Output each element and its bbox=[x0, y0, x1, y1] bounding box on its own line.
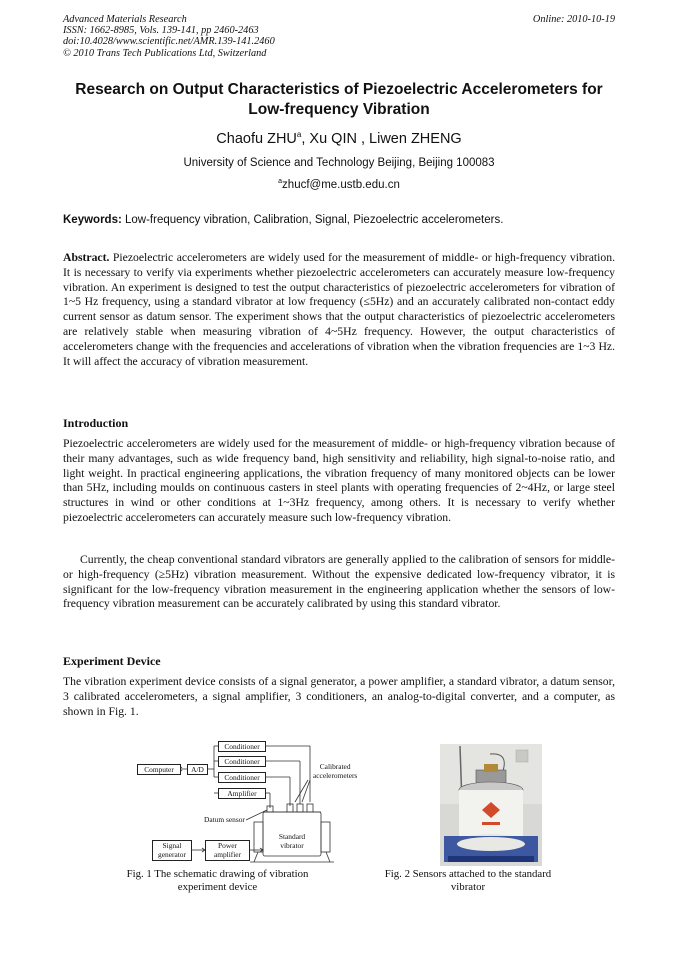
conditioner-1-box: Conditioner bbox=[218, 741, 266, 752]
conditioner-3-box: Conditioner bbox=[218, 772, 266, 783]
online-date: Online: 2010-10-19 bbox=[532, 14, 615, 25]
experiment-device-paragraph: The vibration experiment device consists of a signal generator, a power amplifier, a standard vibrator, a datum sensor, 3 calibrated accelerometers, a signal amplifier, 3 conditioners, an analog-to-digital converter, and a computer, as shown in Fig. 1. bbox=[63, 675, 615, 718]
abstract bbox=[63, 251, 615, 369]
author-1: Chaofu ZHU bbox=[216, 130, 297, 147]
figure-1-caption-line-1: Fig. 1 The schematic drawing of vibration bbox=[126, 868, 309, 880]
affiliation: University of Science and Technology Beijing, Beijing 100083 bbox=[183, 157, 495, 169]
keywords bbox=[63, 214, 623, 226]
experiment-device-heading: Experiment Device bbox=[63, 654, 161, 668]
standard-label-line-2: vibrator bbox=[280, 841, 304, 850]
power-amplifier-line-1: Power bbox=[218, 841, 237, 850]
abstract-text: Piezoelectric accelerometers are widely used for the measurement of middle- or high-frequency vibration. It is necessary to verify via experiments whether piezoelectric accelerometers can accurately measure low-frequency vibration. An experiment is designed to test the output characteristics of piezoelectric accelerometers for vibration of 1~5 Hz frequency, using a standard vibrator at low frequency (≤5Hz) and an accurately calibrated non-contact eddy current sensor as datum sensor. The experiment shows that the output characteristics of piezoelectric accelerometers are relatively stable when measuring vibration of 4~5Hz frequency. However, the output characteristics of accelerometers change with the frequencies and accelerations of vibration when the vibration frequencies are 1~3 Hz. It will affect the accuracy of vibration measurement. bbox=[63, 251, 615, 368]
calibrated-accelerometers-label bbox=[313, 762, 357, 780]
standard-label-line-1: Standard bbox=[278, 832, 306, 841]
author-list bbox=[40, 130, 638, 147]
standard-vibrator-label bbox=[270, 832, 314, 850]
figure-2-caption-line-2: vibrator bbox=[450, 881, 486, 893]
other-authors: , Xu QIN , Liwen ZHENG bbox=[301, 130, 462, 147]
paper-title bbox=[40, 80, 638, 120]
signal-generator-box bbox=[152, 840, 192, 861]
email-address[interactable]: zhucf@me.ustb.edu.cn bbox=[282, 178, 400, 191]
email-line bbox=[40, 178, 638, 191]
email-superscript: a bbox=[278, 178, 283, 185]
figure-2-caption-line-1: Fig. 2 Sensors attached to the standard bbox=[384, 868, 552, 880]
issn-line: ISSN: 1662-8985, Vols. 139-141, pp 2460-2463 bbox=[63, 25, 259, 37]
calibrated-label-line-2: accelerometers bbox=[313, 771, 358, 780]
datum-sensor-label: Datum sensor bbox=[204, 815, 245, 824]
title-line-2: Low-frequency Vibration bbox=[248, 101, 430, 118]
journal-header bbox=[63, 14, 615, 59]
introduction-heading: Introduction bbox=[63, 416, 129, 430]
introduction-paragraph-1: Piezoelectric accelerometers are widely used for the measurement of middle- or high-frequency vibration because of their many advantages, such as wide frequency band, high sensitivity and reliability, high signal-to-noise ratio, and light weight. In practical engineering applications, the vibration frequency of many monitored objects can be lower than 5Hz, including moulds on continuous casters in steel plants with operating frequencies of 2~4Hz, or large steel structures in wind or other conditions at 1~3Hz frequency, among others. It is necessary to verify whether piezoelectric accelerometers can accurately measure such low-frequency vibration. bbox=[63, 437, 615, 524]
introduction-paragraph-2: Currently, the cheap conventional standard vibrators are generally applied to the calibration of sensors for middle- or high-frequency (≥5Hz) vibration measurement. Without the expensive dedicated low-frequency vibrator, it is significant for the low-frequency vibration measurement in the engineering application whether the sensors of low-frequency vibration measurement can be accurately calibrated by using this standard vibrator. bbox=[63, 553, 615, 611]
calibrated-label-line-1: Calibrated bbox=[319, 762, 351, 771]
signal-generator-line-2: generator bbox=[158, 850, 186, 859]
computer-box: Computer bbox=[137, 764, 181, 775]
doi-line: doi:10.4028/www.scientific.net/AMR.139-141.2460 bbox=[63, 36, 275, 48]
power-amplifier-box bbox=[205, 840, 250, 861]
journal-name: Advanced Materials Research bbox=[63, 14, 187, 25]
ad-converter-box: A/D bbox=[187, 764, 208, 775]
amplifier-box: Amplifier bbox=[218, 788, 266, 799]
conditioner-2-box: Conditioner bbox=[218, 756, 266, 767]
figure-1-caption bbox=[110, 868, 325, 894]
author-1-superscript: a bbox=[296, 130, 302, 139]
copyright-line: © 2010 Trans Tech Publications Ltd, Switzerland bbox=[63, 47, 267, 59]
title-line-1: Research on Output Characteristics of Piezoelectric Accelerometers for bbox=[75, 81, 603, 98]
vibrator-photo-illustration bbox=[440, 744, 542, 866]
keywords-label: Keywords: bbox=[63, 214, 122, 226]
figure-2-caption bbox=[365, 868, 571, 894]
figure-1-caption-line-2: experiment device bbox=[177, 881, 258, 893]
power-amplifier-line-2: amplifier bbox=[213, 850, 242, 859]
signal-generator-line-1: Signal bbox=[162, 841, 182, 850]
keywords-text: Low-frequency vibration, Calibration, Signal, Piezoelectric accelerometers. bbox=[121, 214, 504, 226]
abstract-label: Abstract. bbox=[63, 251, 110, 264]
figure-1-schematic bbox=[130, 738, 360, 866]
figure-2-photo bbox=[440, 744, 542, 866]
